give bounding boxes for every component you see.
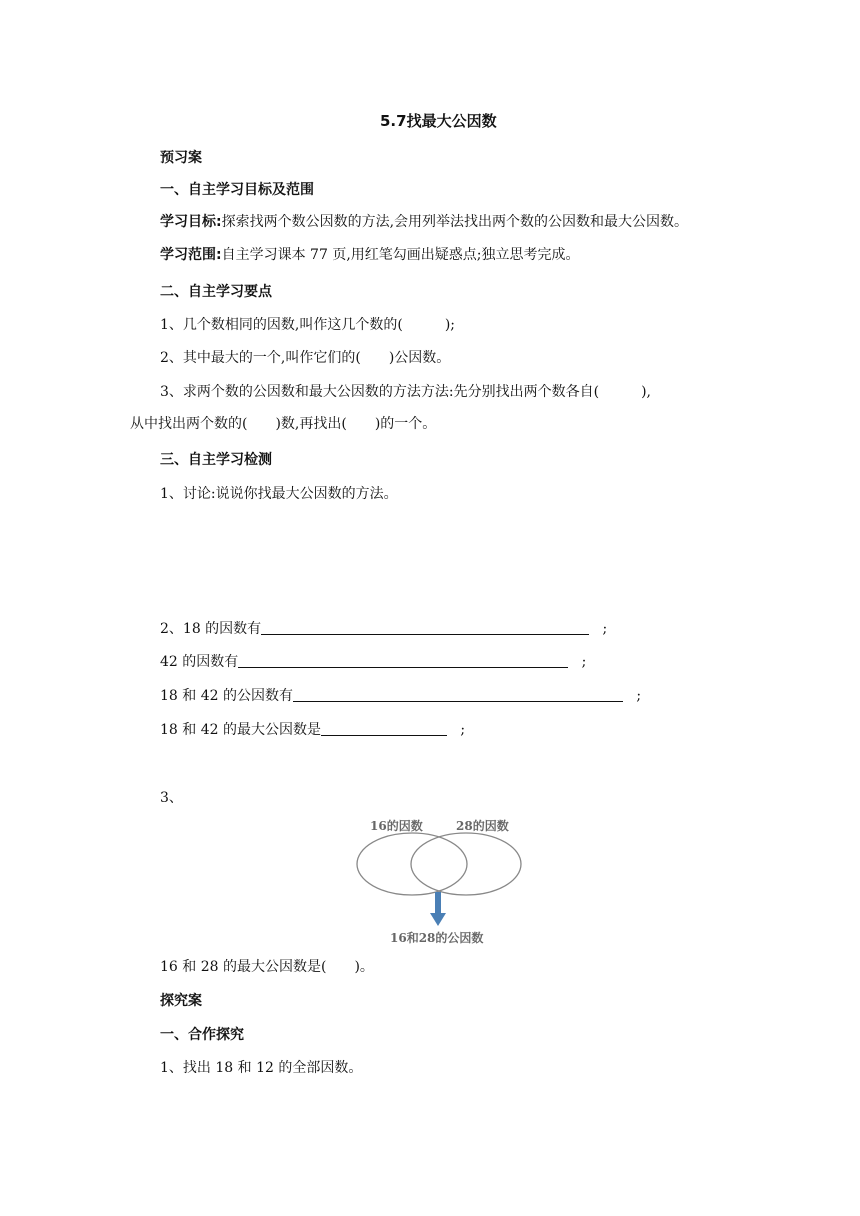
goal-text: 探索找两个数公因数的方法,会用列举法找出两个数的公因数和最大公因数。: [221, 214, 689, 230]
down-arrow-icon: [430, 892, 446, 926]
question-2-line-2-label: 42 的因数有: [160, 654, 239, 670]
question-1: 1、讨论:说说你找最大公因数的方法。: [160, 486, 398, 502]
venn-left-circle: [357, 833, 467, 895]
section-heading-cooperate: 一、合作探究: [160, 1027, 244, 1043]
point-3b: 从中找出两个数的( )数,再找出( )的一个。: [130, 416, 437, 432]
point-2: 2、其中最大的一个,叫作它们的( )公因数。: [160, 350, 451, 366]
preview-heading: 预习案: [160, 150, 202, 166]
range-label: 学习范围:: [160, 247, 222, 263]
answer-blank[interactable]: [261, 619, 589, 635]
question-2-line-1-label: 2、18 的因数有: [160, 621, 262, 637]
venn-bottom-label: 16和28的公因数: [390, 931, 484, 945]
section-heading-points: 二、自主学习要点: [160, 284, 272, 300]
answer-blank[interactable]: [293, 686, 623, 702]
venn-right-circle: [411, 833, 521, 895]
venn-diagram: [352, 812, 532, 950]
question-2-line-3: [160, 686, 641, 706]
venn-right-label: 28的因数: [456, 819, 509, 833]
venn-left-label: 16的因数: [370, 819, 423, 833]
semicolon: ;: [602, 621, 608, 637]
answer-blank[interactable]: [321, 720, 447, 736]
question-3: 3、: [160, 790, 183, 806]
question-3-answer: 16 和 28 的最大公因数是( )。: [160, 959, 374, 975]
page-title: 5.7找最大公因数: [380, 112, 497, 130]
section-heading-goals: 一、自主学习目标及范围: [160, 182, 314, 198]
explore-question-1: 1、找出 18 和 12 的全部因数。: [160, 1060, 363, 1076]
question-2-line-3-label: 18 和 42 的公因数有: [160, 688, 293, 704]
point-1: 1、几个数相同的因数,叫作这几个数的( );: [160, 317, 455, 333]
section-heading-check: 三、自主学习检测: [160, 452, 272, 468]
question-2-line-4-label: 18 和 42 的最大公因数是: [160, 722, 321, 738]
point-3a: 3、求两个数的公因数和最大公因数的方法方法:先分别找出两个数各自( ),: [160, 384, 651, 400]
explore-heading: 探究案: [160, 993, 202, 1009]
goal-label: 学习目标:: [160, 214, 222, 230]
semicolon: ;: [460, 722, 466, 738]
goal-line: [160, 212, 688, 232]
range-line: [160, 245, 580, 265]
semicolon: ;: [636, 688, 642, 704]
question-2-line-1: [160, 619, 607, 639]
question-2-line-4: [160, 720, 465, 740]
question-2-line-2: [160, 652, 586, 672]
range-text: 自主学习课本 77 页,用红笔勾画出疑惑点;独立思考完成。: [221, 247, 580, 263]
answer-blank[interactable]: [238, 652, 568, 668]
semicolon: ;: [581, 654, 587, 670]
